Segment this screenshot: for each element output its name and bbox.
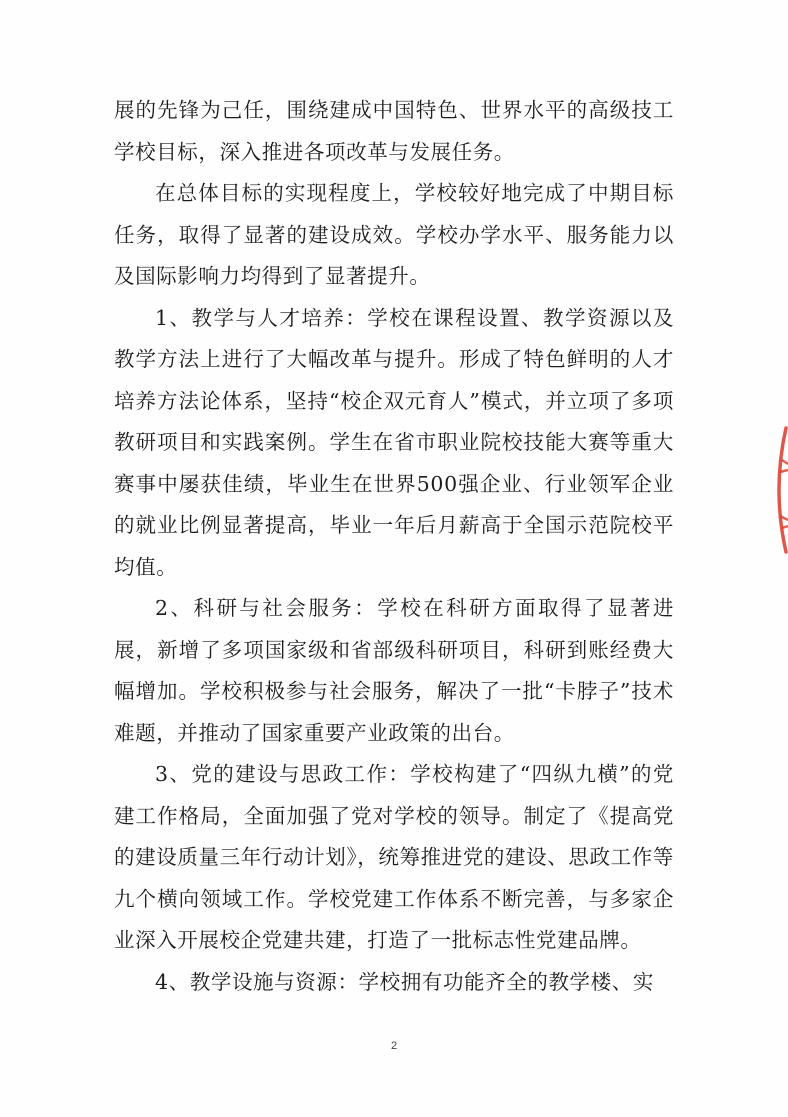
seal-stamp-fragment <box>768 420 788 560</box>
paragraph: 1、教学与人才培养：学校在课程设置、教学资源以及教学方法上进行了大幅改革与提升。形成了特色鲜明的人才培养方法论体系，坚持“校企双元育人”模式，并立项了多项教研项目和实践案例。学生在省市职业院校技能大赛等重大赛事中屡获佳绩，毕业生在世界500强企业、行业领军企业的就业比例显著提高，毕业一年后月薪高于全国示范院校平均值。 <box>114 305 674 579</box>
paragraph: 4、教学设施与资源：学校拥有功能齐全的教学楼、实 <box>155 969 654 994</box>
paragraph: 3、党的建设与思政工作：学校构建了“四纵九横”的党建工作格局，全面加强了党对学校的领导。制定了《提高党的建设质量三年行动计划》，统筹推进党的建设、思政工作等九个横向领域工作。学校党建工作体系不断完善，与多家企业深入开展校企党建共建，打造了一批标志性党建品牌。 <box>114 762 674 952</box>
paragraph: 展的先锋为己任，围绕建成中国特色、世界水平的高级技工学校目标，深入推进各项改革与发展任务。 <box>114 98 674 164</box>
seal-stamp-arc <box>779 428 786 552</box>
page-number: 2 <box>390 1040 398 1052</box>
body-text <box>114 90 674 1003</box>
paragraph: 在总体目标的实现程度上，学校较好地完成了中期目标任务，取得了显著的建设成效。学校办学水平、服务能力以及国际影响力均得到了显著提升。 <box>114 181 674 288</box>
paragraph: 2、科研与社会服务：学校在科研方面取得了显著进展，新增了多项国家级和省部级科研项目，科研到账经费大幅增加。学校积极参与社会服务，解决了一批“卡脖子”技术难题，并推动了国家重要产业政策的出台。 <box>114 596 674 745</box>
